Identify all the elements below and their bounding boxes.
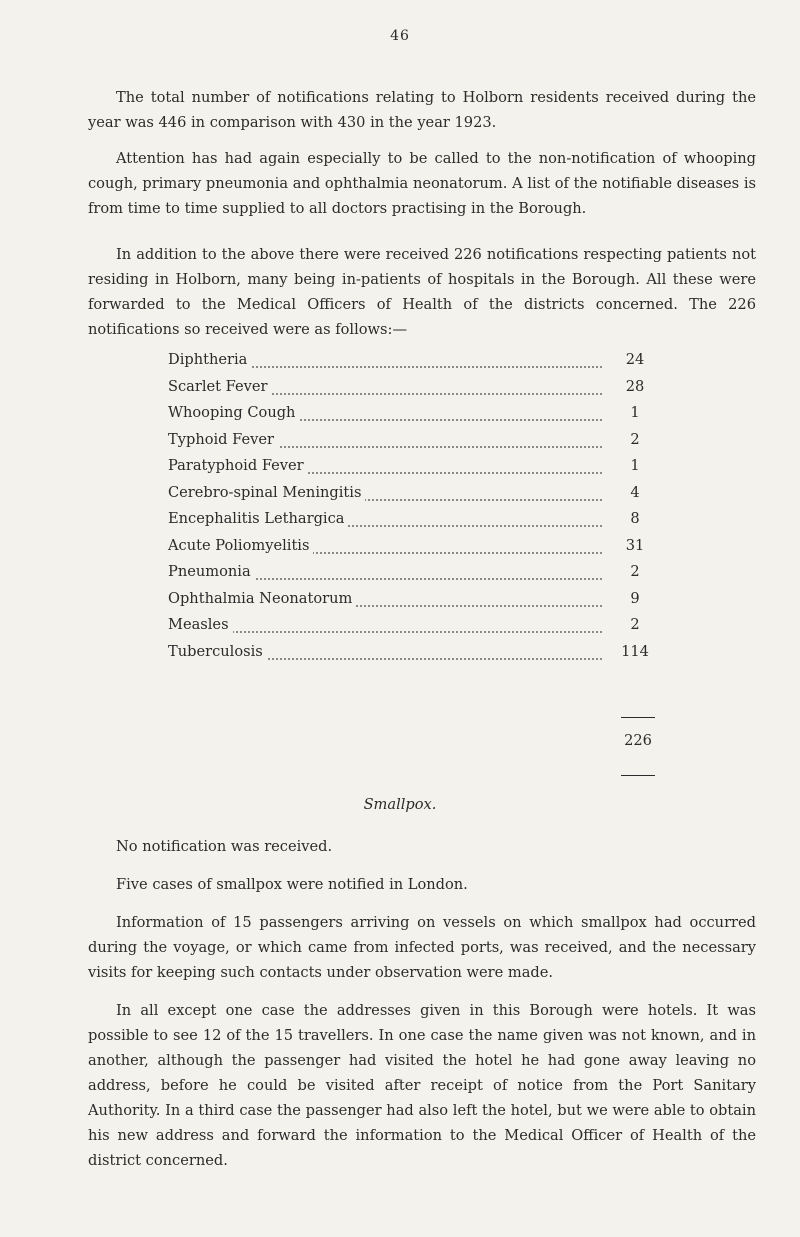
disease-count: 2	[630, 616, 640, 633]
disease-count: 1	[630, 404, 640, 421]
table-row	[168, 559, 658, 586]
disease-name: Tuberculosis	[168, 639, 267, 666]
disease-name: Measles	[168, 612, 233, 639]
paragraph-smallpox-passengers: Information of 15 passengers arriving on vessels on which smallpox had occurred during the voyage, or which came from infected ports, was received, and the necessary visits for keeping such contacts under observation were made.	[88, 914, 756, 981]
table-row	[168, 453, 658, 480]
notifications-table	[168, 347, 658, 665]
disease-count: 2	[630, 430, 640, 448]
disease-count: 24	[625, 351, 645, 368]
disease-count: 9	[630, 589, 640, 607]
total-rule-top	[621, 717, 655, 718]
disease-name: Whooping Cough	[168, 400, 299, 427]
paragraph-smallpox-none: No notification was received.	[116, 838, 333, 855]
disease-name: Typhoid Fever	[168, 427, 278, 454]
table-row	[168, 400, 658, 427]
table-row	[168, 506, 658, 533]
disease-count: 8	[630, 510, 640, 527]
disease-count: 4	[630, 483, 640, 501]
table-row	[168, 480, 658, 507]
disease-name: Acute Poliomyelitis	[168, 533, 313, 560]
disease-name: Encephalitis Lethargica	[168, 506, 348, 533]
disease-name: Ophthalmia Neonatorum	[168, 586, 356, 613]
table-row	[168, 347, 658, 374]
dot-leader	[168, 612, 602, 633]
disease-name: Scarlet Fever	[168, 374, 271, 401]
notifications-total: 226	[624, 732, 652, 749]
paragraph-notifications-total: The total number of notifications relating to Holborn residents received during the year was 446 in comparison with 430 in the year 1923.	[88, 89, 756, 131]
disease-count: 114	[621, 642, 649, 660]
disease-count: 2	[630, 563, 640, 580]
section-heading-smallpox: Smallpox.	[363, 796, 437, 813]
disease-name: Diphtheria	[168, 347, 251, 374]
disease-count: 1	[630, 457, 640, 474]
table-row	[168, 586, 658, 613]
table-row	[168, 374, 658, 401]
table-row	[168, 612, 658, 639]
paragraph-smallpox-hotels: In all except one case the addresses given in this Borough were hotels. It was possible to see 12 of the 15 travellers. In one case the name given was not known, and in another, although the passenger had visited the hotel he had gone away leaving no address, before he could be visited after receipt of notice from the Port Sanitary Authority. In a third case the passenger had also left the hotel, but we were able to obtain his new address and forward the information to the Medical Officer of Health of the district concerned.	[88, 1002, 756, 1169]
paragraph-smallpox-london: Five cases of smallpox were notified in London.	[116, 876, 468, 893]
disease-count: 31	[625, 536, 645, 554]
total-rule-bottom	[621, 775, 655, 776]
paragraph-non-residents: In addition to the above there were received 226 notifications respecting patients not residing in Holborn, many being in-patients of hospitals in the Borough. All these were forwarded to the Medical Officers of Health of the districts concerned. The 226 notifications so received were as follows:—	[88, 246, 756, 338]
table-row	[168, 427, 658, 454]
page-number: 46	[390, 28, 410, 44]
disease-name: Pneumonia	[168, 559, 255, 586]
disease-count: 28	[625, 377, 645, 395]
table-row	[168, 533, 658, 560]
paragraph-non-notification: Attention has had again especially to be called to the non-notification of whooping cough, primary pneumonia and ophthalmia neonatorum. A list of the notifiable diseases is from time to time supplied to all doctors practising in the Borough.	[88, 150, 756, 217]
disease-name: Paratyphoid Fever	[168, 453, 308, 480]
table-row	[168, 639, 658, 666]
disease-name: Cerebro-spinal Meningitis	[168, 480, 365, 507]
